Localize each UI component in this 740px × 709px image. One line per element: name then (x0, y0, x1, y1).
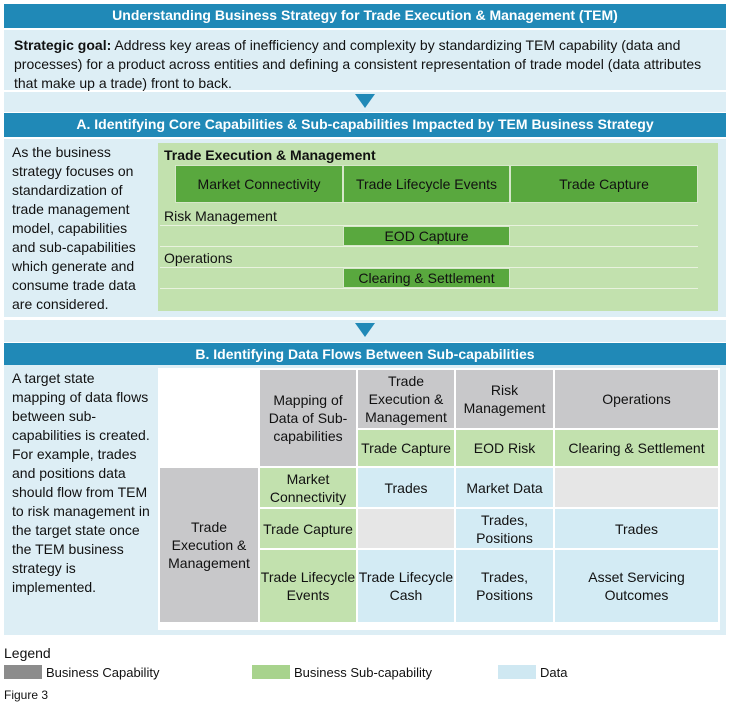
legend-title: Legend (4, 645, 51, 661)
legend-label-data: Data (540, 665, 568, 680)
strategic-goal (4, 30, 726, 90)
group-operations-label: Operations (164, 250, 233, 266)
data-cell: Asset Servicing Outcomes (555, 550, 718, 622)
subcap-market-connectivity: Market Connectivity (175, 165, 343, 203)
col-cap-tem: Trade Execution & Management (358, 370, 454, 428)
main-header: Understanding Business Strategy for Trade Execution & Management (TEM) (4, 4, 726, 28)
data-cell-empty (358, 509, 454, 548)
section-b-text: A target state mapping of data flows between sub-capabilities is created. For example, trades and positions data should flow from TEM to risk management in the target state once the TEM business strategy is implemented. (12, 370, 150, 595)
figure-label: Figure 3 (4, 688, 49, 702)
legend-swatch-capability (4, 665, 42, 679)
section-a-header: A. Identifying Core Capabilities & Sub-capabilities Impacted by TEM Business Strategy (4, 113, 726, 137)
data-cell: Trades, Positions (456, 550, 553, 622)
subcap-clearing-settlement: Clearing & Settlement (343, 268, 510, 288)
row-sub-trade-lifecycle-events: Trade Lifecycle Events (260, 550, 356, 622)
ops-row-divider-bottom (160, 288, 698, 289)
group-risk-label: Risk Management (164, 208, 277, 224)
goal-label: Strategic goal: (14, 37, 112, 53)
col-cap-risk: Risk Management (456, 370, 553, 428)
section-b-header: B. Identifying Data Flows Between Sub-capabilities (4, 343, 726, 365)
data-cell: Trades, Positions (456, 509, 553, 548)
row-sub-trade-capture: Trade Capture (260, 509, 356, 548)
col-cap-operations: Operations (555, 370, 718, 428)
subcap-trade-capture: Trade Capture (510, 165, 698, 203)
data-cell-empty (555, 468, 718, 507)
data-cell: Trade Lifecycle Cash (358, 550, 454, 622)
legend-swatch-data (498, 665, 536, 679)
legend-swatch-subcapability (252, 665, 290, 679)
data-cell: Trades (358, 468, 454, 507)
goal-text: Address key areas of inefficiency and complexity by standardizing TEM capability (data and processes) for a product across entities and defining a consistent representation of trade model (data attributes that make up a trade) front to back. (14, 37, 702, 91)
col-sub-eod-risk: EOD Risk (456, 430, 553, 466)
subcap-trade-lifecycle-events: Trade Lifecycle Events (343, 165, 510, 203)
col-sub-trade-capture: Trade Capture (358, 430, 454, 466)
down-arrow-icon (355, 94, 375, 108)
mapping-corner: Mapping of Data of Sub-capabilities (260, 370, 356, 466)
section-a-text: As the business strategy focuses on standardization of trade management model, capabilities and sub-capabilities which generate and consume trade data are considered. (12, 144, 136, 312)
col-sub-clearing-settlement: Clearing & Settlement (555, 430, 718, 466)
data-cell: Trades (555, 509, 718, 548)
data-cell: Market Data (456, 468, 553, 507)
subcap-eod-capture: EOD Capture (343, 226, 510, 246)
row-cap-tem: Trade Execution & Management (160, 468, 258, 622)
down-arrow-icon (355, 323, 375, 337)
group-tem-label: Trade Execution & Management (164, 147, 376, 163)
legend-label-subcapability: Business Sub-capability (294, 665, 433, 680)
row-sub-market-connectivity: Market Connectivity (260, 468, 356, 507)
legend-label-capability: Business Capability (46, 665, 160, 680)
risk-row-divider-bottom (160, 246, 698, 247)
